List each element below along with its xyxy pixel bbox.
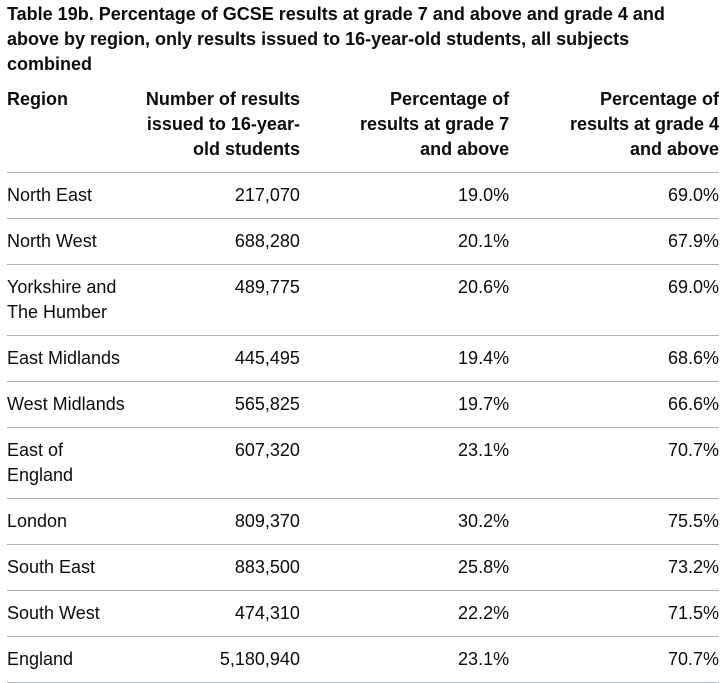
- cell-region: [7, 219, 126, 265]
- header-row: [7, 77, 719, 173]
- cell-number-of-results: 5,180,940: [126, 637, 300, 683]
- cell-region: [7, 637, 126, 683]
- cell-grade-7-percentage: 25.8%: [300, 545, 509, 591]
- cell-grade-4-percentage: 66.6%: [509, 382, 719, 428]
- cell-grade-7-percentage: 23.1%: [300, 428, 509, 499]
- cell-grade-4-percentage: 70.7%: [509, 428, 719, 499]
- cell-number-of-results: 489,775: [126, 265, 300, 336]
- table-row: [7, 591, 719, 637]
- cell-grade-4-percentage: 68.6%: [509, 336, 719, 382]
- table-body: [7, 173, 719, 683]
- table-row: [7, 219, 719, 265]
- cell-region: [7, 265, 126, 336]
- cell-region: [7, 499, 126, 545]
- cell-grade-7-percentage: 22.2%: [300, 591, 509, 637]
- cell-number-of-results: 883,500: [126, 545, 300, 591]
- table-row: [7, 336, 719, 382]
- region-label: North West: [7, 231, 97, 251]
- cell-number-of-results: 607,320: [126, 428, 300, 499]
- cell-number-of-results: 474,310: [126, 591, 300, 637]
- region-label: East Midlands: [7, 348, 121, 368]
- table-row: [7, 499, 719, 545]
- table-row: [7, 428, 719, 499]
- table-row: [7, 637, 719, 683]
- cell-grade-4-percentage: 75.5%: [509, 499, 719, 545]
- table-row: [7, 173, 719, 219]
- table-caption: Table 19b. Percentage of GCSE results at grade 7 and above and grade 4 and above by region, only results issued to 16-year-old students, all subjects combined: [7, 4, 665, 74]
- cell-number-of-results: 565,825: [126, 382, 300, 428]
- cell-region: [7, 591, 126, 637]
- cell-grade-4-percentage: 73.2%: [509, 545, 719, 591]
- cell-grade-7-percentage: 19.0%: [300, 173, 509, 219]
- region-label: Yorkshire and The Humber: [7, 277, 117, 322]
- cell-region: [7, 428, 126, 499]
- region-label: South East: [7, 557, 96, 577]
- cell-grade-4-percentage: 70.7%: [509, 637, 719, 683]
- cell-grade-4-percentage: 69.0%: [509, 173, 719, 219]
- cell-region: [7, 173, 126, 219]
- cell-grade-7-percentage: 30.2%: [300, 499, 509, 545]
- results-table: [7, 77, 719, 683]
- region-label: East of England: [7, 440, 74, 485]
- cell-grade-7-percentage: 19.7%: [300, 382, 509, 428]
- region-label: London: [7, 511, 68, 531]
- cell-number-of-results: 688,280: [126, 219, 300, 265]
- cell-region: [7, 336, 126, 382]
- table-row: [7, 382, 719, 428]
- table-row: [7, 265, 719, 336]
- cell-number-of-results: 809,370: [126, 499, 300, 545]
- table-header: [7, 77, 719, 173]
- header-region: Region: [7, 77, 126, 173]
- region-label: North East: [7, 185, 93, 205]
- header-grade-7-percentage: Percentage of results at grade 7 and above: [300, 77, 509, 173]
- cell-number-of-results: 445,495: [126, 336, 300, 382]
- cell-grade-7-percentage: 20.1%: [300, 219, 509, 265]
- cell-grade-4-percentage: 71.5%: [509, 591, 719, 637]
- region-label: South West: [7, 603, 100, 623]
- header-number-of-results: Number of results issued to 16-year-old students: [126, 77, 300, 173]
- cell-region: [7, 545, 126, 591]
- cell-number-of-results: 217,070: [126, 173, 300, 219]
- region-label: West Midlands: [7, 394, 125, 414]
- region-label: England: [7, 649, 74, 669]
- cell-grade-4-percentage: 67.9%: [509, 219, 719, 265]
- cell-grade-7-percentage: 19.4%: [300, 336, 509, 382]
- cell-grade-7-percentage: 20.6%: [300, 265, 509, 336]
- cell-grade-4-percentage: 69.0%: [509, 265, 719, 336]
- cell-region: [7, 382, 126, 428]
- table-row: [7, 545, 719, 591]
- header-grade-4-percentage: Percentage of results at grade 4 and above: [509, 77, 719, 173]
- cell-grade-7-percentage: 23.1%: [300, 637, 509, 683]
